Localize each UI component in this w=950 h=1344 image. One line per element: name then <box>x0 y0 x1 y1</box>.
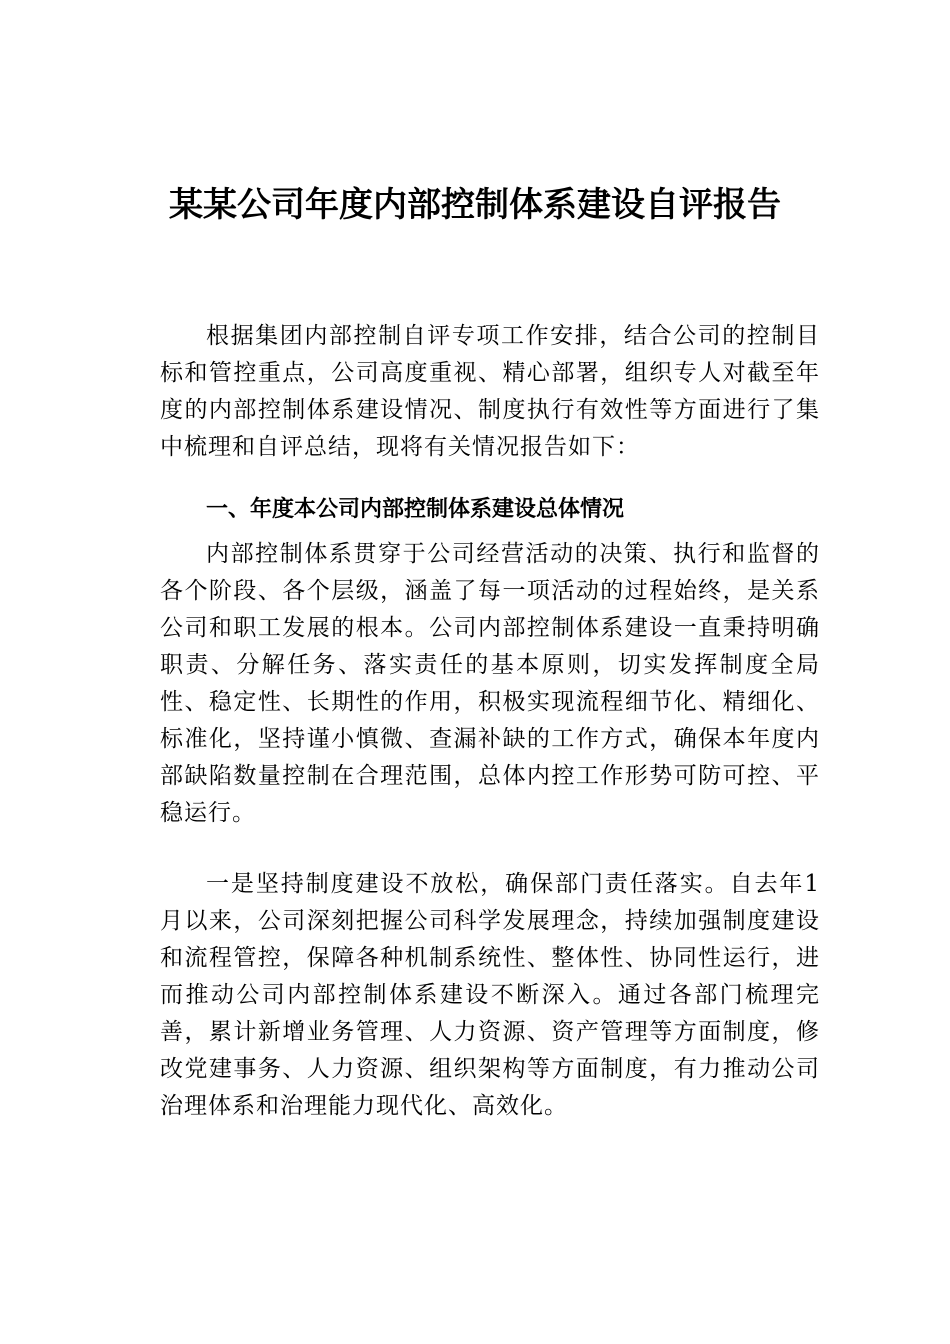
section-heading-overall: 一、年度本公司内部控制体系建设总体情况 <box>206 497 625 522</box>
system-building-paragraph: 一是坚持制度建设不放松，确保部门责任落实。自去年1 月以来，公司深刻把握公司科学发展理念，持续加强制度建设和流程管控，保障各种机制系统性、整体性、协同性运行，进而推动公司内部控制体系建设不断深入。通过各部门梳理完善，累计新增业务管理、人力资源、资产管理等方面制度，修改党建事务、人力资源、组织架构等方面制度，有力推动公司治理体系和治理能力现代化、高效化。 <box>160 871 820 1119</box>
overview-paragraph: 内部控制体系贯穿于公司经营活动的决策、执行和监督的各个阶段、各个层级，涵盖了每一项活动的过程始终，是关系公司和职工发展的根本。公司内部控制体系建设一直秉持明确职责、分解任务、落实责任的基本原则，切实发挥制度全局性、稳定性、长期性的作用，积极实现流程细节化、精细化、标准化，坚持谨小慎微、查漏补缺的工作方式，确保本年度内部缺陷数量控制在合理范围，总体内控工作形势可防可控、平稳运行。 <box>160 541 820 826</box>
document-title: 某某公司年度内部控制体系建设自评报告 <box>169 185 781 225</box>
intro-paragraph: 根据集团内部控制自评专项工作安排，结合公司的控制目标和管控重点，公司高度重视、精心部署，组织专人对截至年度的内部控制体系建设情况、制度执行有效性等方面进行了集中梳理和自评总结，现将有关情况报告如下： <box>160 323 820 460</box>
